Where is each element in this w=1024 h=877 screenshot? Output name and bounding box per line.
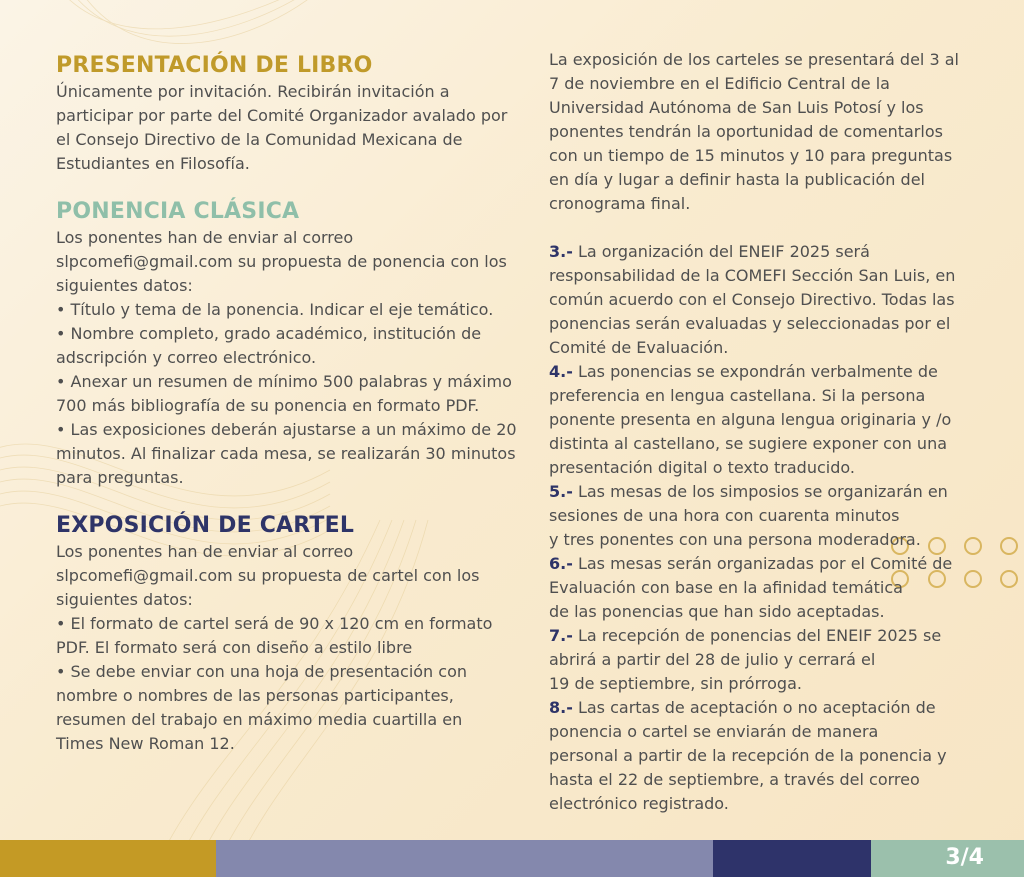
text-line: de las ponencias que han sido aceptadas. (549, 602, 885, 621)
text-line: Times New Roman 12. (56, 734, 235, 753)
item-number: 4.- (549, 362, 573, 381)
text-line: Los ponentes han de enviar al correo (56, 542, 354, 561)
text-line: Estudiantes en Filosofía. (56, 154, 250, 173)
text-line: Únicamente por invitación. Recibirán invitación a (56, 82, 450, 101)
text-line: responsabilidad de la COMEFI Sección San Luis, en (549, 266, 956, 285)
item-text: La organización del ENEIF 2025 será (572, 242, 870, 261)
text-line: distinta al castellano, se sugiere exponer con una (549, 434, 948, 453)
text-line: ponencias serán evaluadas y seleccionadas por el (549, 314, 951, 333)
page-number: 3/4 (945, 845, 984, 870)
footer-segment-lavender (216, 840, 713, 877)
text-line: Los ponentes han de enviar al correo (56, 228, 354, 247)
exposicion-body (56, 540, 526, 756)
presentacion-body (56, 80, 526, 176)
text-line: Evaluación con base en la afinidad temática (549, 578, 903, 597)
text-line: adscripción y correo electrónico. (56, 348, 317, 367)
text-line: cronograma final. (549, 194, 691, 213)
text-line: • Título y tema de la ponencia. Indicar el eje temático. (56, 300, 494, 319)
text-line: preferencia en lengua castellana. Si la persona (549, 386, 926, 405)
numbered-item-6 (549, 552, 969, 624)
item-number: 5.- (549, 482, 573, 501)
item-text: Las mesas serán organizadas por el Comité de (572, 554, 953, 573)
text-line: • Se debe enviar con una hoja de presentación con (56, 662, 468, 681)
text-line: slpcomefi@gmail.com su propuesta de ponencia con los (56, 252, 507, 271)
item-first-line (549, 360, 969, 384)
text-line: slpcomefi@gmail.com su propuesta de cartel con los (56, 566, 480, 585)
heading-exposicion-cartel: EXPOSICIÓN DE CARTEL (56, 513, 355, 538)
text-line: 700 más bibliografía de su ponencia en formato PDF. (56, 396, 480, 415)
item-number: 3.- (549, 242, 573, 261)
text-line: siguientes datos: (56, 276, 193, 295)
text-line: • Nombre completo, grado académico, institución de (56, 324, 482, 343)
item-number: 6.- (549, 554, 573, 573)
text-line: minutos. Al finalizar cada mesa, se realizarán 30 minutos (56, 444, 516, 463)
ponencia-body (56, 226, 526, 490)
numbered-item-8 (549, 696, 969, 816)
item-text: Las mesas de los simposios se organizarán en (572, 482, 948, 501)
text-line: ponente presenta en alguna lengua originaria y /o (549, 410, 952, 429)
text-line: personal a partir de la recepción de la ponencia y (549, 746, 947, 765)
item-first-line (549, 552, 969, 576)
text-line: • El formato de cartel será de 90 x 120 cm en formato (56, 614, 493, 633)
text-line: 7 de noviembre en el Edificio Central de la (549, 74, 890, 93)
text-line: para preguntas. (56, 468, 184, 487)
numbered-item-4 (549, 360, 969, 480)
numbered-item-5 (549, 480, 969, 552)
text-line: Universidad Autónoma de San Luis Potosí y los (549, 98, 924, 117)
numbered-item-7 (549, 624, 969, 696)
text-line: siguientes datos: (56, 590, 193, 609)
text-line: el Consejo Directivo de la Comunidad Mexicana de (56, 130, 463, 149)
decorative-dot (1000, 537, 1018, 555)
heading-presentacion-libro: PRESENTACIÓN DE LIBRO (56, 53, 373, 78)
text-line: presentación digital o texto traducido. (549, 458, 855, 477)
text-line: común acuerdo con el Consejo Directivo. Todas las (549, 290, 955, 309)
text-line: nombre o nombres de las personas participantes, (56, 686, 454, 705)
item-first-line (549, 624, 969, 648)
item-text: Las cartas de aceptación o no aceptación de (572, 698, 936, 717)
text-line: Comité de Evaluación. (549, 338, 729, 357)
heading-ponencia-clasica: PONENCIA CLÁSICA (56, 199, 300, 224)
text-line: • Las exposiciones deberán ajustarse a un máximo de 20 (56, 420, 517, 439)
item-text: La recepción de ponencias del ENEIF 2025 se (572, 626, 942, 645)
item-number: 8.- (549, 698, 573, 717)
item-first-line (549, 480, 969, 504)
footer-color-bar (0, 840, 1024, 877)
numbered-item-3 (549, 240, 969, 360)
left-column (56, 44, 526, 756)
text-line: y tres ponentes con una persona moderadora. (549, 530, 921, 549)
text-line: en día y lugar a definir hasta la publicación del (549, 170, 925, 189)
text-line: abrirá a partir del 28 de julio y cerrará el (549, 650, 876, 669)
item-number: 7.- (549, 626, 573, 645)
intro-paragraph (549, 48, 969, 216)
text-line: ponencia o cartel se enviarán de manera (549, 722, 879, 741)
text-line: PDF. El formato será con diseño a estilo libre (56, 638, 413, 657)
text-line: participar por parte del Comité Organizador avalado por (56, 106, 508, 125)
text-line: sesiones de una hora con cuarenta minutos (549, 506, 900, 525)
footer-segment-navy (713, 840, 871, 877)
item-first-line (549, 240, 969, 264)
text-line: • Anexar un resumen de mínimo 500 palabras y máximo (56, 372, 512, 391)
footer-segment-teal (871, 840, 1024, 877)
text-line: con un tiempo de 15 minutos y 10 para preguntas (549, 146, 953, 165)
text-line: electrónico registrado. (549, 794, 729, 813)
text-line: 19 de septiembre, sin prórroga. (549, 674, 802, 693)
item-first-line (549, 696, 969, 720)
text-line: La exposición de los carteles se presentará del 3 al (549, 50, 959, 69)
decorative-dot (1000, 570, 1018, 588)
item-text: Las ponencias se expondrán verbalmente de (572, 362, 938, 381)
text-line: resumen del trabajo en máximo media cuartilla en (56, 710, 463, 729)
right-column (549, 48, 969, 816)
text-line: ponentes tendrán la oportunidad de comentarlos (549, 122, 943, 141)
footer-segment-gold (0, 840, 216, 877)
text-line: hasta el 22 de septiembre, a través del correo (549, 770, 920, 789)
